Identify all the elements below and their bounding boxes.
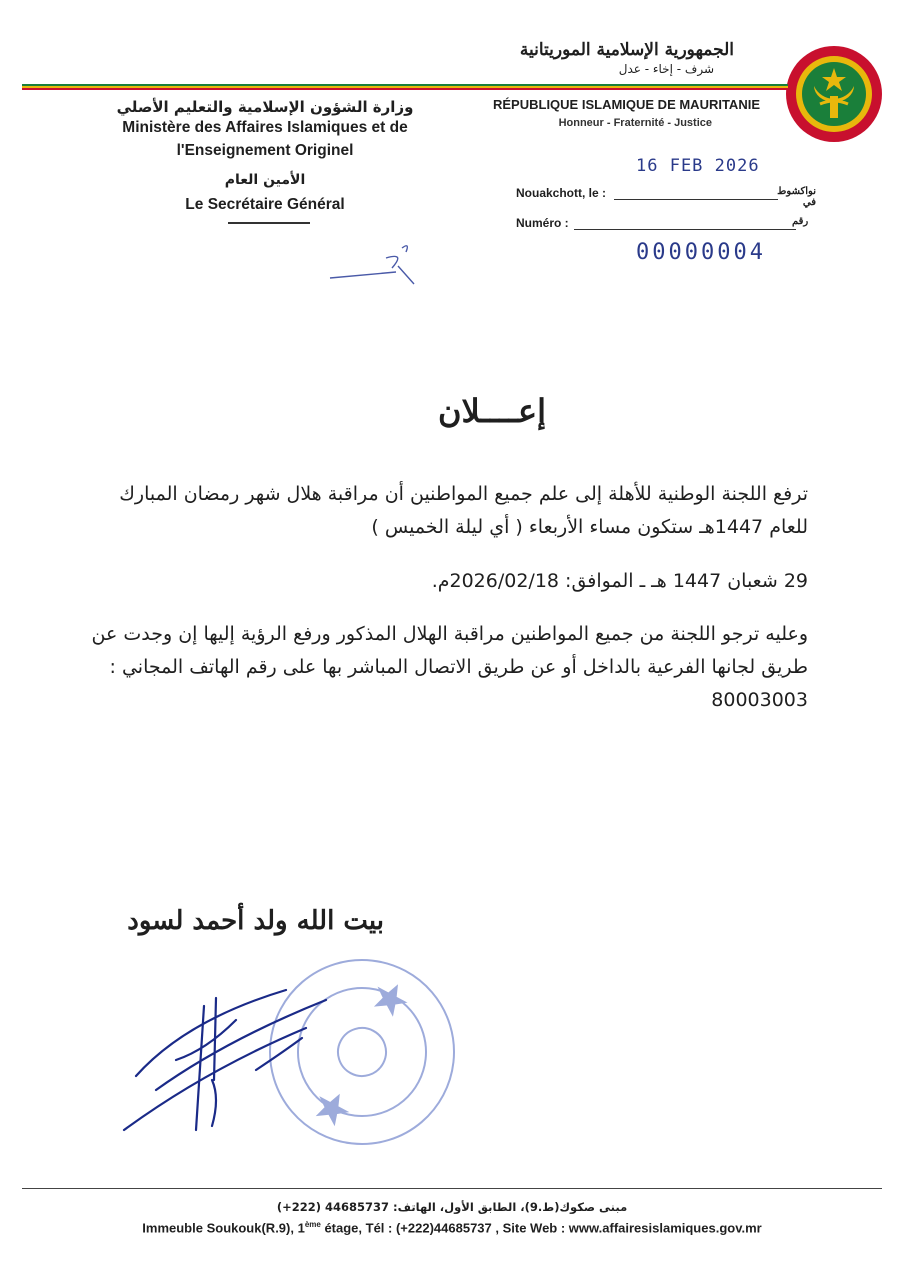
secretary-title-arabic: الأمين العام	[224, 172, 306, 188]
republic-name-arabic: الجمهورية الإسلامية الموريتانية	[519, 40, 734, 60]
place-label-french: Nouakchott, le :	[516, 186, 607, 200]
ministry-name-french-line1: Ministère des Affaires Islamiques et de	[122, 119, 408, 136]
handwritten-signature-icon	[116, 980, 346, 1140]
number-label-french: Numéro :	[516, 216, 569, 230]
number-stamp: 00000004	[636, 240, 766, 265]
announcement-title: إعــــلان	[437, 392, 547, 430]
paragraph-3: وعليه ترجو اللجنة من جميع المواطنين مراقبة الهلال المذكور ورفع الرؤية إليها إن وجدت عن طريق لجانها الفرعية بالداخل أو عن طريق الاتصال المباشر بها على رقم الهاتف المجاني : 80003003	[91, 623, 808, 711]
divider	[228, 222, 310, 224]
date-stamp: 16 FEB 2026	[636, 156, 760, 176]
motto-arabic: شرف - إخاء - عدل	[618, 62, 714, 76]
number-row	[516, 216, 816, 230]
ministry-name-arabic: وزارة الشؤون الإسلامية والتعليم الأصلي	[116, 98, 414, 116]
footer-divider	[22, 1188, 882, 1189]
secretary-title-french: Le Secrétaire Général	[185, 196, 345, 213]
paragraph-1: ترفع اللجنة الوطنية للأهلة إلى علم جميع المواطنين أن مراقبة هلال شهر رمضان المبارك للعام 1447هـ ستكون مساء الأربعاء ( أي ليلة الخميس )	[119, 483, 808, 538]
signer-name: بيت الله ولد أحمد لسود	[127, 906, 384, 936]
flag-color-bar	[22, 84, 788, 90]
number-label-arabic: رقم	[792, 216, 809, 227]
paragraph-2: 29 شعبان 1447 هـ ـ الموافق: 2026/02/18م.	[431, 570, 808, 592]
initial-mark-icon	[326, 238, 446, 288]
footer-address-arabic: مبنى صكوك(ط.9)، الطابق الأول، الهاتف: 44685737 (222+)	[276, 1200, 628, 1214]
ministry-name-french-line2: l'Enseignement Originel	[176, 142, 354, 159]
republic-name-french: RÉPUBLIQUE ISLAMIQUE DE MAURITANIE	[493, 97, 760, 112]
motto-french: Honneur - Fraternité - Justice	[558, 117, 712, 129]
national-emblem-icon	[784, 44, 884, 144]
place-label-arabic: نواكشوط في	[777, 186, 816, 208]
place-date-row	[516, 186, 816, 208]
footer-address-french: Immeuble Soukouk(R.9), 1ème étage, Tél : (+222)44685737 , Site Web : www.affairesislamiques.gov.mr	[142, 1220, 762, 1236]
